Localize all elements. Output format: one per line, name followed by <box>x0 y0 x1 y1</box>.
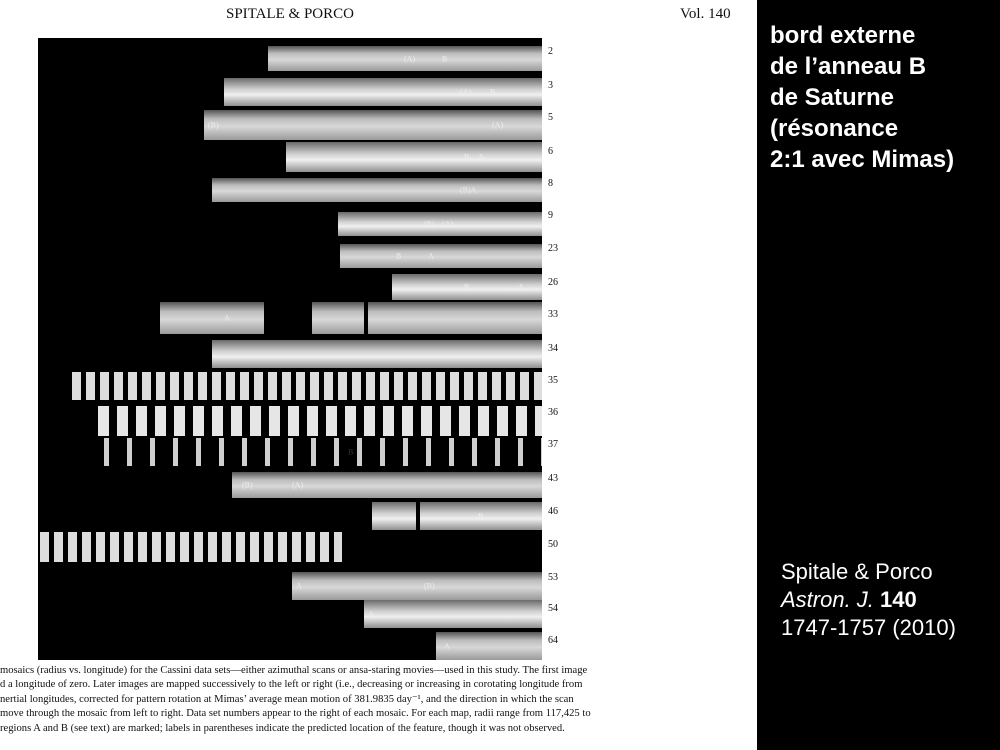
feature-label: A <box>224 313 230 323</box>
mosaic-strip <box>212 178 542 202</box>
feature-label: (B) <box>208 120 219 130</box>
mosaic-strip <box>72 372 542 400</box>
mosaic-strip <box>436 632 542 660</box>
title-line: de Saturne <box>770 84 895 111</box>
caption-line: d a longitude of zero. Later images are mapped successively to the left or right (i.e., decreasing or increasing in corotating longitude from <box>0 679 583 691</box>
title-line: 2:1 avec Mimas) <box>770 146 955 173</box>
mosaic-strip <box>364 600 542 628</box>
caption-line: move through the mosaic from left to right. Data set numbers appear to the right of each mosaic. For each map, radii range from 117,425 to <box>0 708 591 720</box>
mosaic-strip <box>40 532 342 562</box>
running-header-volume: Vol. 140 <box>680 6 731 22</box>
figure-caption <box>0 664 740 736</box>
dataset-number: 34 <box>548 343 558 354</box>
feature-label: A <box>478 152 484 162</box>
title-line: de l’anneau B <box>770 53 927 80</box>
dataset-number: 8 <box>548 178 553 189</box>
dataset-number: 5 <box>548 112 553 123</box>
dataset-number: 53 <box>548 572 558 583</box>
feature-label: (A) <box>442 219 454 229</box>
dataset-number: 3 <box>548 80 553 91</box>
citation-journal: Astron. J. <box>781 587 874 612</box>
mosaic-strip <box>292 572 542 600</box>
feature-label: (B) <box>424 581 435 591</box>
feature-label: A <box>296 581 302 591</box>
dataset-number: 37 <box>548 439 558 450</box>
mosaic-strip <box>104 438 542 466</box>
mosaic-strip <box>338 212 542 236</box>
caption-line: regions A and B (see text) are marked; labels in parentheses indicate the predicted location of the feature, though it was not observed. <box>0 722 565 734</box>
feature-label: B <box>348 447 354 457</box>
mosaic-strip <box>212 340 542 368</box>
dataset-number: 43 <box>548 473 558 484</box>
feature-label: A <box>428 251 434 261</box>
mosaic-strip <box>368 302 542 334</box>
mosaic-strip <box>420 502 542 530</box>
dataset-number: 35 <box>548 375 558 386</box>
dataset-number: 9 <box>548 210 553 221</box>
mosaic-strip <box>232 472 542 498</box>
feature-label: (B) <box>424 219 435 229</box>
mosaic-figure <box>38 38 542 660</box>
citation-volume: 140 <box>880 587 917 612</box>
feature-label: B <box>478 511 484 521</box>
feature-label: B <box>396 251 402 261</box>
mosaic-strip <box>204 110 542 140</box>
dataset-number: 33 <box>548 309 558 320</box>
feature-label: (A) <box>292 480 304 490</box>
dataset-number: 36 <box>548 407 558 418</box>
running-header-authors: SPITALE & PORCO <box>226 6 354 22</box>
mosaic-strip <box>286 142 542 172</box>
feature-label: A <box>518 282 524 292</box>
citation-authors: Spitale & Porco <box>781 559 933 584</box>
citation-journal-line <box>781 586 956 614</box>
dataset-number: 23 <box>548 243 558 254</box>
title-line: bord externe <box>770 22 916 49</box>
dataset-number: 50 <box>548 539 558 550</box>
dataset-number: 6 <box>548 146 553 157</box>
dataset-number: 2 <box>548 46 553 57</box>
title-line: (résonance <box>770 115 899 142</box>
citation-pages-year: 1747-1757 (2010) <box>781 615 956 640</box>
mosaic-strip <box>268 46 542 71</box>
feature-label: B <box>464 152 470 162</box>
feature-label: (A) <box>460 87 472 97</box>
caption-line: nertial longitudes, corrected for pattern rotation at Mimas’ average mean motion of 381.9835 day⁻¹, and the direction in which the scan <box>0 693 574 705</box>
dataset-number: 54 <box>548 603 558 614</box>
mosaic-strip <box>372 502 416 530</box>
feature-label: (A) <box>492 120 504 130</box>
feature-label: B <box>442 54 448 63</box>
caption-line: mosaics (radius vs. longitude) for the Cassini data sets—either azimuthal scans or ansa-staring movies—used in this study. The first image <box>0 665 588 676</box>
mosaic-strip <box>392 274 542 300</box>
mosaic-strip <box>98 406 542 436</box>
feature-label: A <box>444 641 450 651</box>
citation <box>781 558 956 642</box>
dataset-number: 46 <box>548 506 558 517</box>
feature-label: (B) <box>242 480 253 490</box>
mosaic-strip <box>312 302 364 334</box>
slide-title <box>770 20 954 175</box>
dataset-number: 64 <box>548 635 558 646</box>
feature-label: A <box>368 609 374 619</box>
mosaic-strip <box>340 244 542 268</box>
dataset-number: 26 <box>548 277 558 288</box>
feature-label: B <box>490 87 496 97</box>
feature-label: (A) <box>404 54 416 63</box>
mosaic-strip <box>224 78 542 106</box>
feature-label: B <box>464 282 470 292</box>
mosaic-strip <box>160 302 264 334</box>
feature-label: (B)A <box>460 185 477 195</box>
